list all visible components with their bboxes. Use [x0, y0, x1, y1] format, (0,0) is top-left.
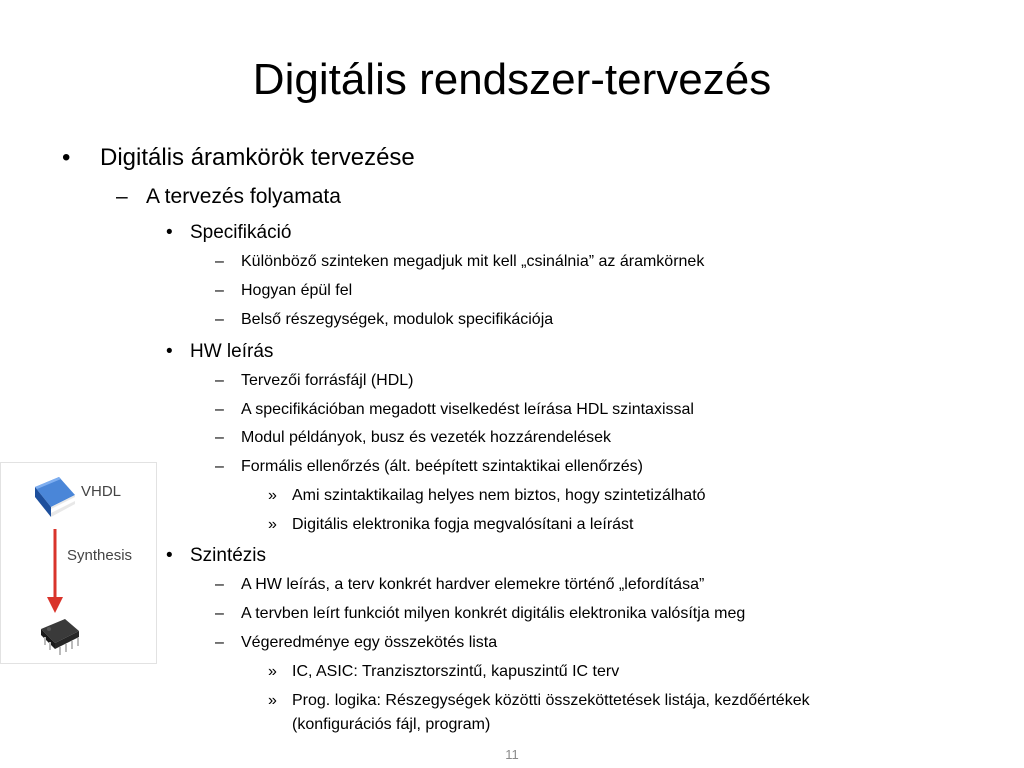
bullet-text: Modul példányok, busz és vezeték hozzárendelések	[241, 429, 611, 446]
bullet-text: Különböző szinteken megadjuk mit kell „csinálnia” az áramkörnek	[241, 253, 705, 270]
bullet-marker: –	[215, 605, 224, 622]
bullet-level3	[166, 340, 274, 364]
bullet-text: Digitális elektronika fogja megvalósítani a leírást	[292, 516, 634, 533]
bullet-level5	[268, 486, 706, 506]
bullet-level5	[268, 662, 620, 682]
bullet-text: Digitális áramkörök tervezése	[100, 144, 415, 171]
bullet-marker: –	[116, 185, 128, 208]
bullet-text: A tervezés folyamata	[146, 185, 341, 208]
bullet-marker: –	[215, 429, 224, 446]
bullet-level4	[215, 281, 353, 301]
bullet-level2	[116, 184, 341, 210]
bullet-marker: •	[166, 222, 173, 243]
bullet-level4	[215, 400, 694, 420]
bullet-text: Tervezői forrásfájl (HDL)	[241, 372, 414, 389]
bullet-level4	[215, 633, 498, 653]
chip-icon	[35, 611, 85, 659]
bullet-marker: »	[268, 487, 277, 504]
bullet-text: Formális ellenőrzés (ált. beépített szintaktikai ellenőrzés)	[241, 458, 643, 475]
bullet-level3	[166, 544, 267, 568]
bullet-level5	[268, 515, 634, 535]
bullet-level4	[215, 310, 554, 330]
bullet-level4	[215, 575, 705, 595]
bullet-marker: »	[268, 663, 277, 680]
bullet-marker: –	[215, 458, 224, 475]
bullet-text: A tervben leírt funkciót milyen konkrét digitális elektronika valósítja meg	[241, 605, 746, 622]
bullet-marker: –	[215, 634, 224, 651]
bullet-marker: –	[215, 311, 224, 328]
bullet-text: (konfigurációs fájl, program)	[292, 716, 491, 733]
vhdl-label: VHDL	[81, 483, 122, 500]
bullet-marker: –	[215, 576, 224, 593]
bullet-level4	[215, 371, 414, 391]
bullet-level4	[215, 457, 643, 477]
bullet-marker: –	[215, 253, 224, 270]
bullet-text: Szintézis	[190, 545, 267, 566]
bullet-text: Belső részegységek, modulok specifikációja	[241, 311, 554, 328]
arrow-down-icon	[45, 529, 65, 615]
bullet-marker: »	[268, 516, 277, 533]
bullet-text: A HW leírás, a terv konkrét hardver elemekre történő „lefordítása”	[241, 576, 705, 593]
bullet-marker: •	[62, 144, 71, 171]
bullet-marker: •	[166, 545, 173, 566]
bullet-level1	[62, 144, 415, 172]
bullet-text: Specifikáció	[190, 222, 292, 243]
synthesis-figure	[0, 462, 157, 664]
bullet-continuation	[292, 715, 490, 735]
bullet-text: Prog. logika: Részegységek közötti összeköttetések listája, kezdőértékek	[292, 692, 810, 709]
bullet-text: IC, ASIC: Tranzisztorszintű, kapuszintű IC terv	[292, 663, 620, 680]
bullet-marker: »	[268, 692, 277, 709]
synthesis-label: Synthesis	[67, 547, 133, 564]
bullet-text: HW leírás	[190, 341, 274, 362]
bullet-level4	[215, 252, 705, 272]
bullet-level4	[215, 428, 611, 448]
bullet-text: Végeredménye egy összekötés lista	[241, 634, 498, 651]
bullet-marker: –	[215, 401, 224, 418]
bullet-level5	[268, 691, 810, 711]
bullet-marker: •	[166, 341, 173, 362]
bullet-marker: –	[215, 282, 224, 299]
bullet-level4	[215, 604, 746, 624]
bullet-text: Ami szintaktikailag helyes nem biztos, hogy szintetizálható	[292, 487, 706, 504]
book-icon	[29, 473, 81, 525]
bullet-text: A specifikációban megadott viselkedést leírása HDL szintaxissal	[241, 401, 694, 418]
bullet-text: Hogyan épül fel	[241, 282, 353, 299]
slide-title: Digitális rendszer-tervezés	[252, 55, 772, 104]
bullet-marker: –	[215, 372, 224, 389]
bullet-level3	[166, 221, 292, 245]
page-number: 11	[505, 747, 519, 762]
